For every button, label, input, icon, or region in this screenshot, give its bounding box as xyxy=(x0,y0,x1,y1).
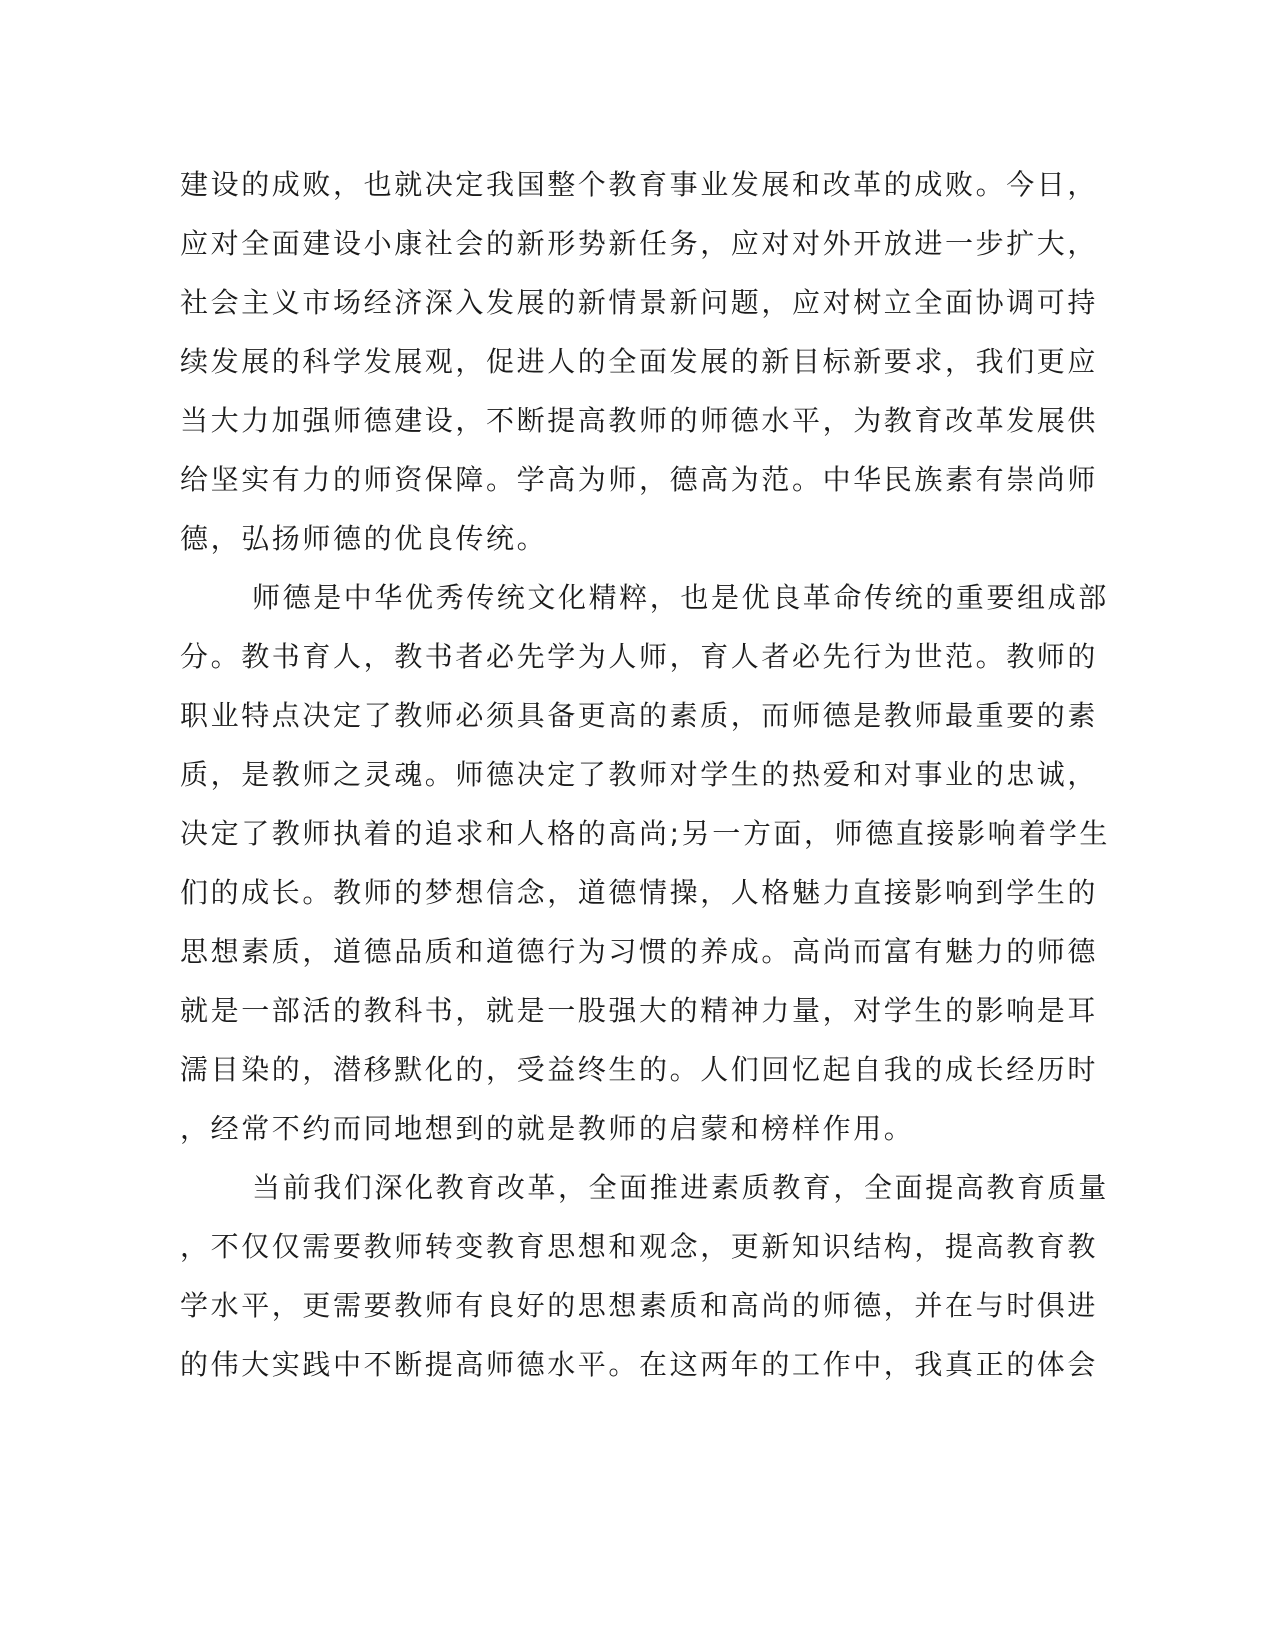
text-line: 分。教书育人，教书者必先学为人师，育人者必先行为世范。教师的 xyxy=(180,640,1099,673)
text-line: ，经常不约而同地想到的就是教师的启蒙和榜样作用。 xyxy=(180,1112,915,1145)
text-line: 社会主义市场经济深入发展的新情景新问题，应对树立全面协调可持 xyxy=(180,286,1099,319)
text-line: 职业特点决定了教师必须具备更高的素质，而师德是教师最重要的素 xyxy=(180,699,1099,732)
text-line: 应对全面建设小康社会的新形势新任务，应对对外开放进一步扩大， xyxy=(180,227,1099,260)
text-line: 建设的成败，也就决定我国整个教育事业发展和改革的成败。今日， xyxy=(180,168,1099,201)
paragraph-first-line: 当前我们深化教育改革，全面推进素质教育，全面提高教育质量 xyxy=(252,1171,1109,1204)
text-line: 就是一部活的教科书，就是一股强大的精神力量，对学生的影响是耳 xyxy=(180,994,1099,1027)
text-line: 学水平，更需要教师有良好的思想素质和高尚的师德，并在与时俱进 xyxy=(180,1289,1099,1322)
text-line: 濡目染的，潜移默化的，受益终生的。人们回忆起自我的成长经历时 xyxy=(180,1053,1099,1086)
text-line: 的伟大实践中不断提高师德水平。在这两年的工作中，我真正的体会 xyxy=(180,1348,1099,1381)
text-line: 给坚实有力的师资保障。学高为师，德高为范。中华民族素有崇尚师 xyxy=(180,463,1099,496)
text-line: 当大力加强师德建设，不断提高教师的师德水平，为教育改革发展供 xyxy=(180,404,1099,437)
text-line: 思想素质，道德品质和道德行为习惯的养成。高尚而富有魅力的师德 xyxy=(180,935,1099,968)
text-line: 质，是教师之灵魂。师德决定了教师对学生的热爱和对事业的忠诚， xyxy=(180,758,1099,791)
text-line: 德，弘扬师德的优良传统。 xyxy=(180,522,548,555)
paragraph-first-line: 师德是中华优秀传统文化精粹，也是优良革命传统的重要组成部 xyxy=(252,581,1109,614)
text-line: ，不仅仅需要教师转变教育思想和观念，更新知识结构，提高教育教 xyxy=(180,1230,1099,1263)
body-text xyxy=(180,155,1111,1394)
text-line: 决定了教师执着的追求和人格的高尚;另一方面，师德直接影响着学生 xyxy=(180,817,1111,850)
text-line: 们的成长。教师的梦想信念，道德情操，人格魅力直接影响到学生的 xyxy=(180,876,1099,909)
text-line: 续发展的科学发展观，促进人的全面发展的新目标新要求，我们更应 xyxy=(180,345,1099,378)
